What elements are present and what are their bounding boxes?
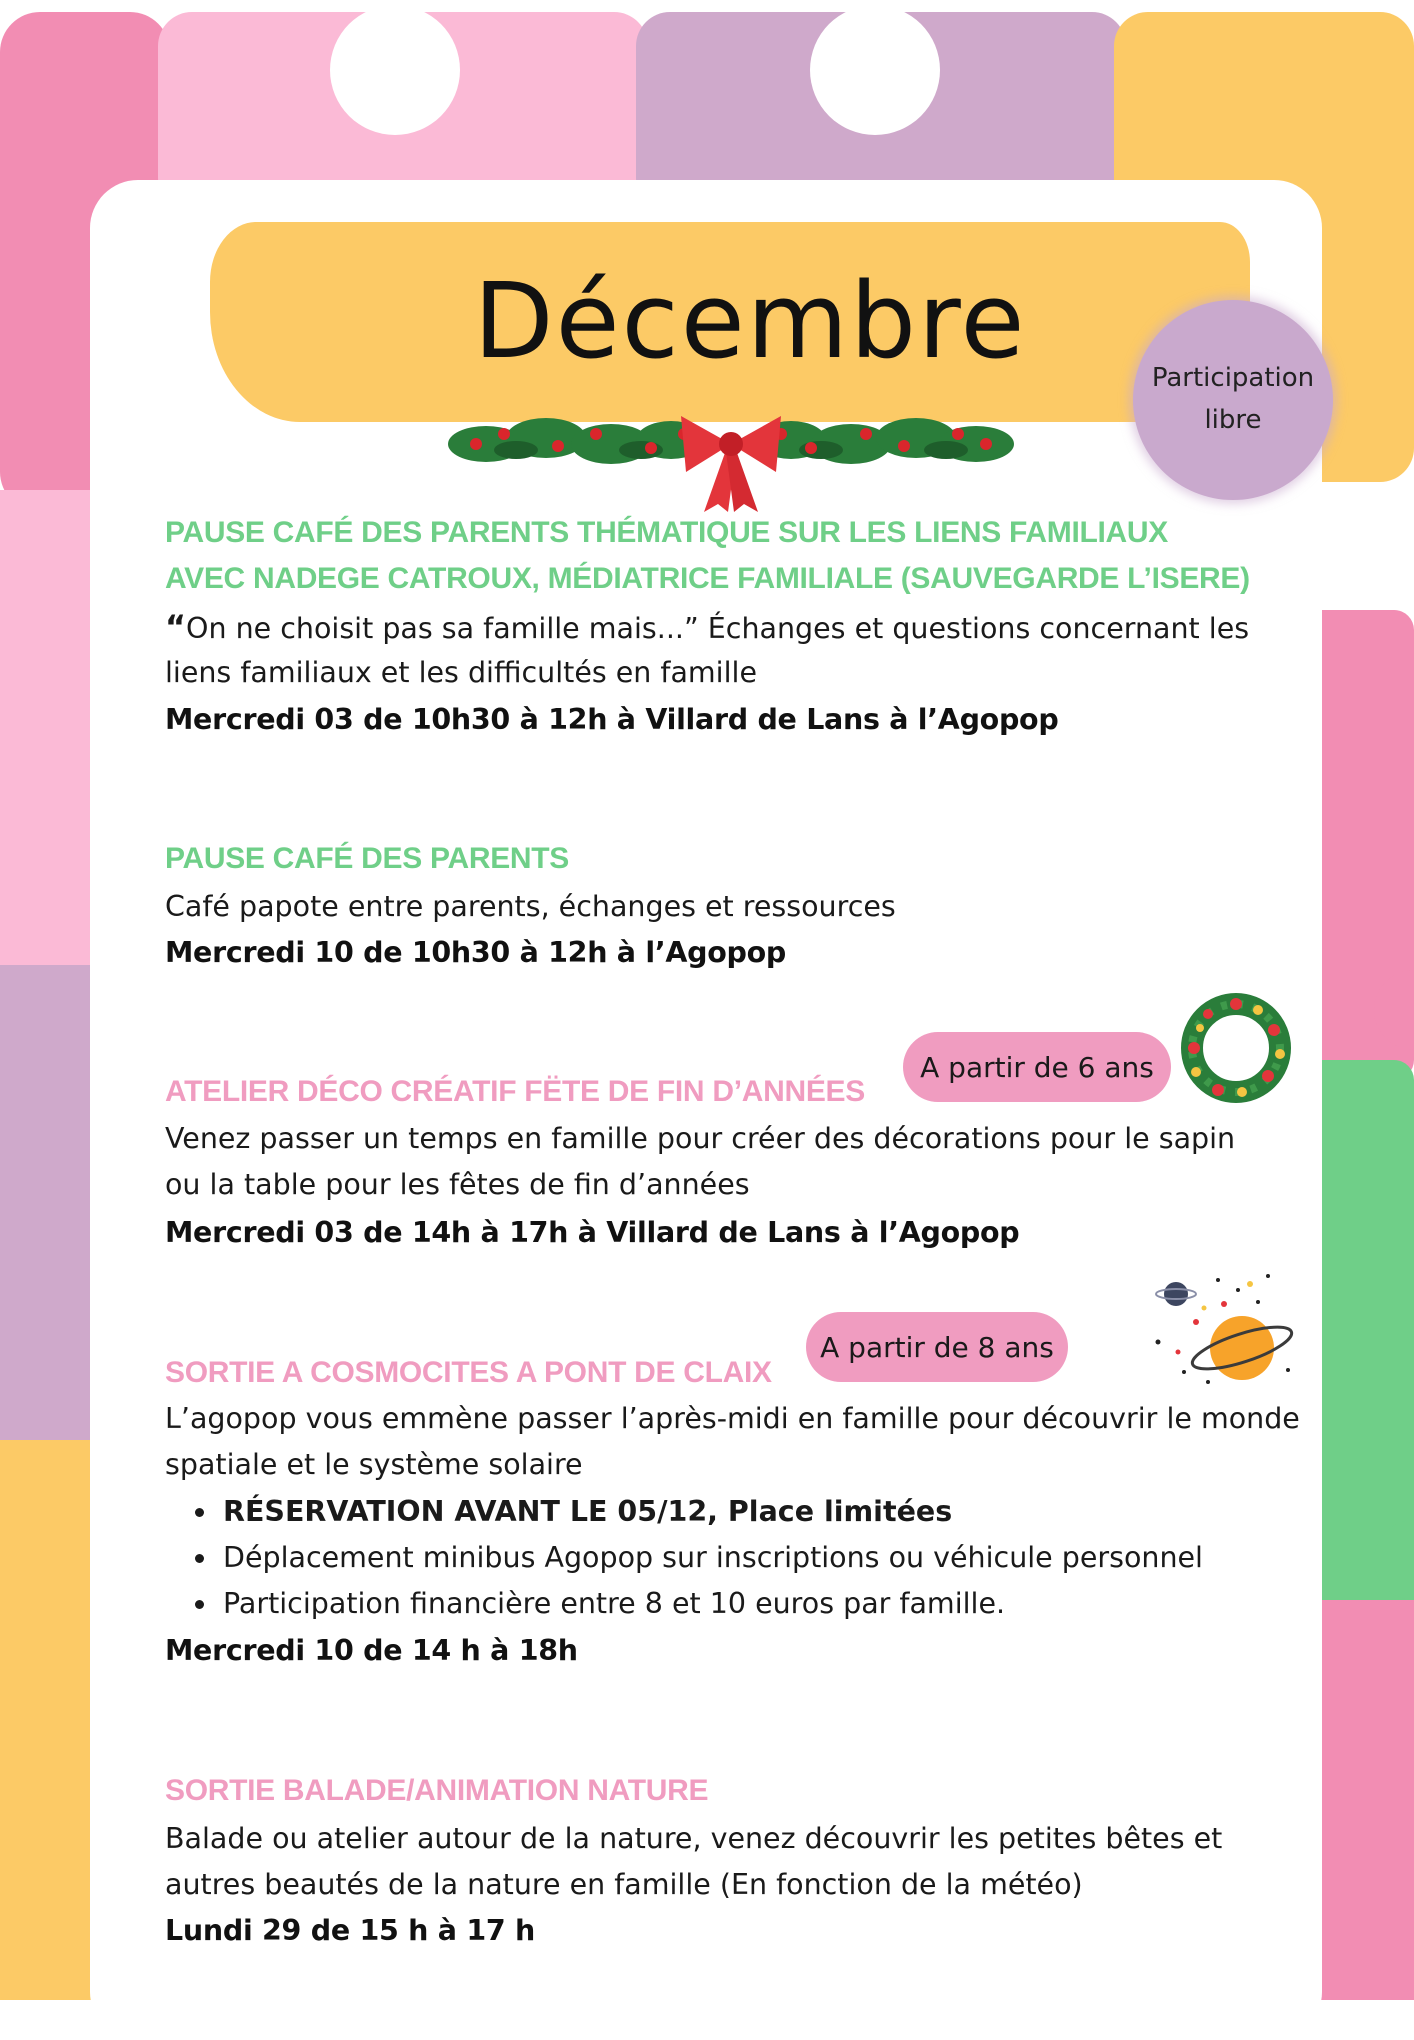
event-3-age-badge xyxy=(903,1032,1171,1102)
event-5-date: Lundi 29 de 15 h à 17 h xyxy=(165,1914,535,1947)
event-5-description-line-1: Balade ou atelier autour de la nature, venez découvrir les petites bêtes et xyxy=(165,1822,1223,1855)
event-5-description-line-2: autres beautés de la nature en famille (En fonction de la météo) xyxy=(165,1868,1083,1901)
event-4-age-badge xyxy=(806,1312,1068,1382)
event-4-heading: SORTIE A COSMOCITES A PONT DE CLAIX xyxy=(165,1356,772,1389)
event-4-age-text: A partir de 8 ans xyxy=(820,1330,1054,1364)
event-3-heading: ATELIER DÉCO CRÉATIF FËTE DE FIN D’ANNÉES xyxy=(165,1075,865,1108)
event-2-description: Café papote entre parents, échanges et ressources xyxy=(165,890,896,923)
event-1-heading-line-1: PAUSE CAFÉ DES PARENTS THÉMATIQUE SUR LES LIENS FAMILIAUX xyxy=(165,516,1168,549)
participation-badge xyxy=(1133,300,1333,500)
wreath-icon xyxy=(1178,990,1294,1106)
event-2-heading: PAUSE CAFÉ DES PARENTS xyxy=(165,842,570,875)
event-3-age-text: A partir de 6 ans xyxy=(920,1050,1154,1084)
event-3-date: Mercredi 03 de 14h à 17h à Villard de Lans à l’Agopop xyxy=(165,1216,1020,1249)
event-1-date: Mercredi 03 de 10h30 à 12h à Villard de Lans à l’Agopop xyxy=(165,703,1059,736)
event-4-description-line-1: L’agopop vous emmène passer l’après-midi en famille pour découvrir le monde xyxy=(165,1402,1300,1435)
event-1-description-line-1 xyxy=(165,604,1285,652)
event-3-description-line-2: ou la table pour les fêtes de fin d’années xyxy=(165,1168,750,1201)
event-1-description-line-2: liens familiaux et les difficultés en famille xyxy=(165,656,757,689)
event-1-heading-line-2: AVEC NADEGE CATROUX, MÉDIATRICE FAMILIALE (SAUVEGARDE L’ISERE) xyxy=(165,562,1250,595)
event-5-heading: SORTIE BALADE/ANIMATION NATURE xyxy=(165,1774,709,1807)
planet-icon xyxy=(1148,1272,1298,1392)
event-4-bullet-reservation: RÉSERVATION AVANT LE 05/12, Place limitées xyxy=(165,1489,1203,1535)
event-4-bullet-list xyxy=(165,1489,1203,1627)
event-1-quote-mark: “ xyxy=(165,608,187,646)
event-4-date: Mercredi 10 de 14 h à 18h xyxy=(165,1634,578,1667)
event-4-bullet-transport: Déplacement minibus Agopop sur inscriptions ou véhicule personnel xyxy=(165,1535,1203,1581)
event-4-description-line-2: spatiale et le système solaire xyxy=(165,1448,583,1481)
event-2-date: Mercredi 10 de 10h30 à 12h à l’Agopop xyxy=(165,936,786,969)
page-title: Décembre xyxy=(473,260,1027,382)
participation-badge-text: Participation libre xyxy=(1151,363,1315,435)
event-4-bullet-price: Participation financière entre 8 et 10 euros par famille. xyxy=(165,1581,1203,1627)
garland-icon xyxy=(446,404,1016,514)
event-1-description-text-1: On ne choisit pas sa famille mais...” Échanges et questions concernant les xyxy=(186,612,1250,645)
event-3-description-line-1: Venez passer un temps en famille pour créer des décorations pour le sapin xyxy=(165,1122,1236,1155)
